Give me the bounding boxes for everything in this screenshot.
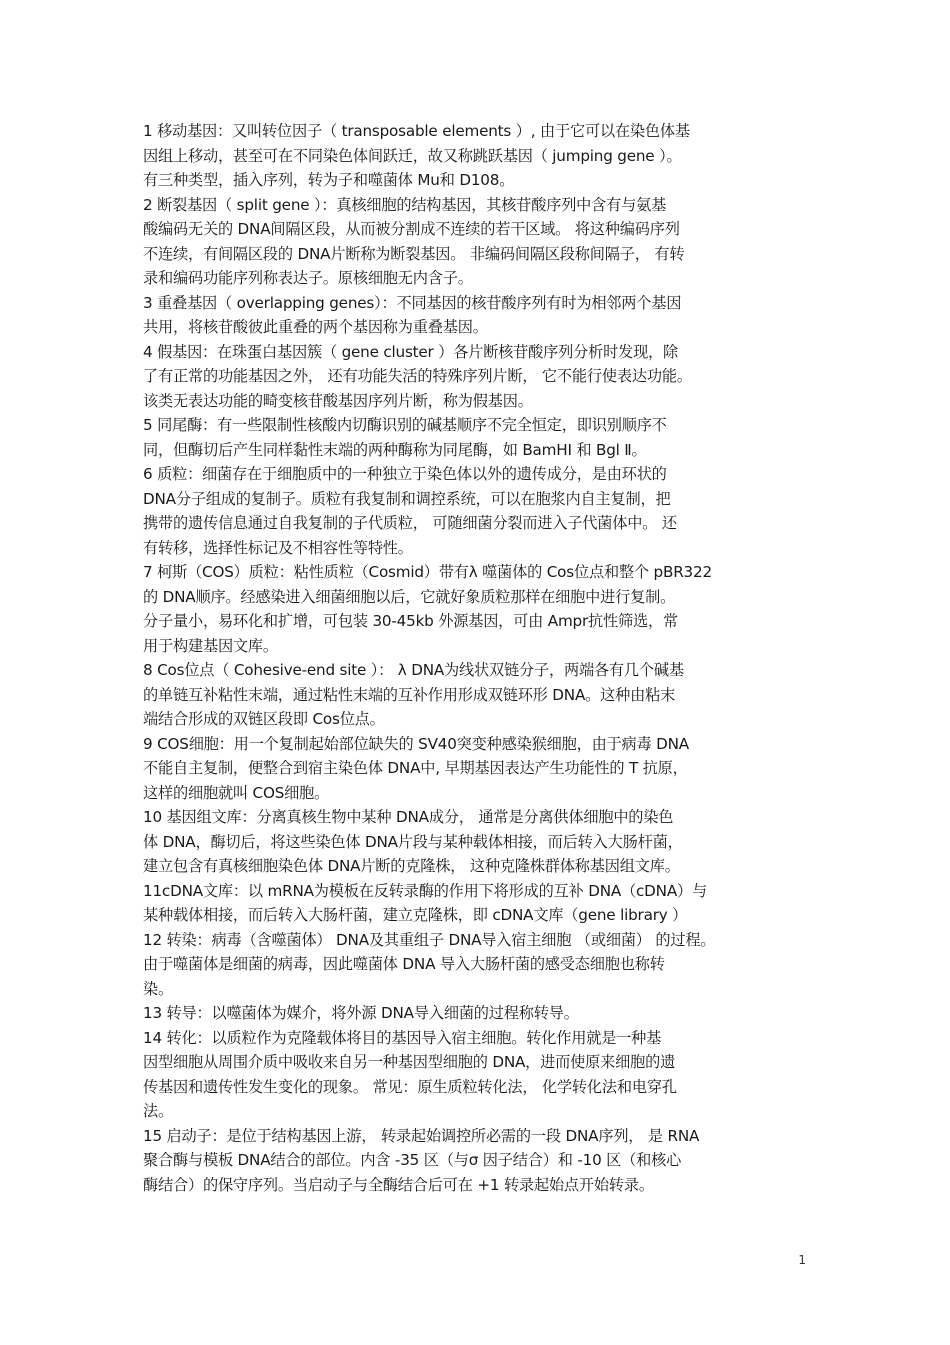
text-line: 13 转导：以噬菌体为媒介，将外源 DNA导入细菌的过程称转导。 <box>143 1004 579 1022</box>
definition-entry <box>143 560 823 658</box>
text-line: 共用，将核苷酸彼此重叠的两个基因称为重叠基因。 <box>143 318 488 336</box>
text-line: 用于构建基因文库。 <box>143 636 278 655</box>
definition-entry <box>143 879 823 928</box>
text-line: 该类无表达功能的畸变核苷酸基因序列片断，称为假基因。 <box>143 391 533 410</box>
text-line: 有转移，选择性标记及不相容性等特性。 <box>143 538 413 557</box>
text-line: 某种载体相接，而后转入大肠杆菌，建立克隆株，即 cDNA文库（gene library ） <box>143 906 688 924</box>
text-line: 14 转化：以质粒作为克隆载体将目的基因导入宿主细胞。转化作用就是一种基 <box>143 1028 662 1047</box>
text-line: 酸编码无关的 DNA间隔区段，从而被分割成不连续的若干区域。 将这种编码序列 <box>143 220 680 238</box>
definition-entry <box>143 1001 823 1026</box>
text-line: 有三种类型，插入序列，转为子和噬菌体 Mu和 D108。 <box>143 171 515 189</box>
text-line: 11cDNA文库：以 mRNA为模板在反转录酶的作用下将形成的互补 DNA（cDNA）与 <box>143 881 708 900</box>
definition-entry <box>143 1026 823 1124</box>
text-line: 5 同尾酶：有一些限制性核酸内切酶识别的碱基顺序不完全恒定，即识别顺序不 <box>143 416 667 434</box>
text-line: 建立包含有真核细胞染色体 DNA片断的克隆株， 这种克隆株群体称基因组文库。 <box>143 857 680 875</box>
text-line: 法。 <box>143 1102 173 1120</box>
definition-entry <box>143 462 823 560</box>
definition-entry <box>143 658 823 732</box>
text-line: 染。 <box>143 979 173 998</box>
text-line: 10 基因组文库：分离真核生物中某种 DNA成分， 通常是分离供体细胞中的染色 <box>143 808 674 826</box>
text-line: 2 断裂基因（ split gene ）：真核细胞的结构基因，其核苷酸序列中含有与氨基 <box>143 195 667 214</box>
text-line: 由于噬菌体是细菌的病毒，因此噬菌体 DNA 导入大肠杆菌的感受态细胞也称转 <box>143 955 665 973</box>
text-line: 录和编码功能序列称表达子。原核细胞无内含子。 <box>143 269 473 287</box>
text-line: 12 转染：病毒（含噬菌体） DNA及其重组子 DNA导入宿主细胞 （或细菌） 的过程。 <box>143 930 716 949</box>
text-line: 1 移动基因：又叫转位因子（ transposable elements ）, 由于它可以在染色体基 <box>143 122 690 140</box>
text-line: 9 COS细胞：用一个复制起始部位缺失的 SV40突变种感染猴细胞，由于病毒 DNA <box>143 734 689 753</box>
text-line: 这样的细胞就叫 COS细胞。 <box>143 783 330 802</box>
text-line: 8 Cos位点（ Cohesive-end site ）： λ DNA为线状双链分子，两端各有几个碱基 <box>143 661 684 679</box>
text-line: 7 柯斯（COS）质粒：粘性质粒（Cosmid）带有λ 噬菌体的 Cos位点和整个 pBR322 <box>143 563 712 581</box>
definition-entry <box>143 119 823 193</box>
definition-entry <box>143 340 823 414</box>
definition-list <box>143 119 823 1197</box>
text-line: 不连续，有间隔区段的 DNA片断称为断裂基因。 非编码间隔区段称间隔子， 有转 <box>143 244 685 263</box>
definition-entry <box>143 193 823 291</box>
text-line: 传基因和遗传性发生变化的现象。 常见：原生质粒转化法， 化学转化法和电穿孔 <box>143 1077 677 1096</box>
text-line: 6 质粒：细菌存在于细胞质中的一种独立于染色体以外的遗传成分，是由环状的 <box>143 465 667 483</box>
definition-entry <box>143 291 823 340</box>
text-line: 因型细胞从周围介质中吸收来自另一种基因型细胞的 DNA，进而使原来细胞的遗 <box>143 1053 676 1071</box>
definition-entry <box>143 413 823 462</box>
text-line: 聚合酶与模板 DNA结合的部位。内含 -35 区（与σ 因子结合）和 -10 区（和核心 <box>143 1151 682 1169</box>
text-line: 同，但酶切后产生同样黏性末端的两种酶称为同尾酶，如 BamHⅠ 和 Bgl Ⅱ。 <box>143 440 647 459</box>
definition-entry <box>143 1124 823 1198</box>
text-line: 端结合形成的双链区段即 Cos位点。 <box>143 710 385 728</box>
text-line: 4 假基因：在珠蛋白基因簇（ gene cluster ）各片断核苷酸序列分析时发现，除 <box>143 342 679 361</box>
text-line: 因组上移动，甚至可在不同染色体间跃迁，故又称跳跃基因（ jumping gene ）。 <box>143 146 682 165</box>
text-line: 酶结合）的保守序列。当启动子与全酶结合后可在 +1 转录起始点开始转录。 <box>143 1175 654 1194</box>
definition-entry <box>143 732 823 806</box>
text-line: 的单链互补粘性末端，通过粘性末端的互补作用形成双链环形 DNA。这种由粘末 <box>143 685 676 704</box>
text-line: 体 DNA，酶切后，将这些染色体 DNA片段与某种载体相接，而后转入大肠杆菌， <box>143 832 683 851</box>
text-line: DNA分子组成的复制子。质粒有我复制和调控系统，可以在胞浆内自主复制，把 <box>143 489 671 508</box>
text-line: 了有正常的功能基因之外， 还有功能失活的特殊序列片断， 它不能行使表达功能。 <box>143 367 692 385</box>
document-body <box>143 119 823 1197</box>
definition-entry <box>143 928 823 1002</box>
text-line: 3 重叠基因（ overlapping genes）：不同基因的核苷酸序列有时为相邻两个基因 <box>143 293 682 312</box>
definition-entry <box>143 805 823 879</box>
text-line: 携带的遗传信息通过自我复制的子代质粒， 可随细菌分裂而进入子代菌体中。 还 <box>143 514 677 532</box>
text-line: 分子量小，易环化和扩增，可包装 30-45kb 外源基因，可由 Ampr抗性筛选，常 <box>143 612 678 630</box>
text-line: 15 启动子：是位于结构基因上游， 转录起始调控所必需的一段 DNA序列， 是 RNA <box>143 1126 700 1145</box>
text-line: 不能自主复制，便整合到宿主染色体 DNA中, 早期基因表达产生功能性的 T 抗原， <box>143 759 688 777</box>
page-number: 1 <box>798 1253 806 1267</box>
text-line: 的 DNA顺序。经感染进入细菌细胞以后，它就好象质粒那样在细胞中进行复制。 <box>143 587 676 606</box>
